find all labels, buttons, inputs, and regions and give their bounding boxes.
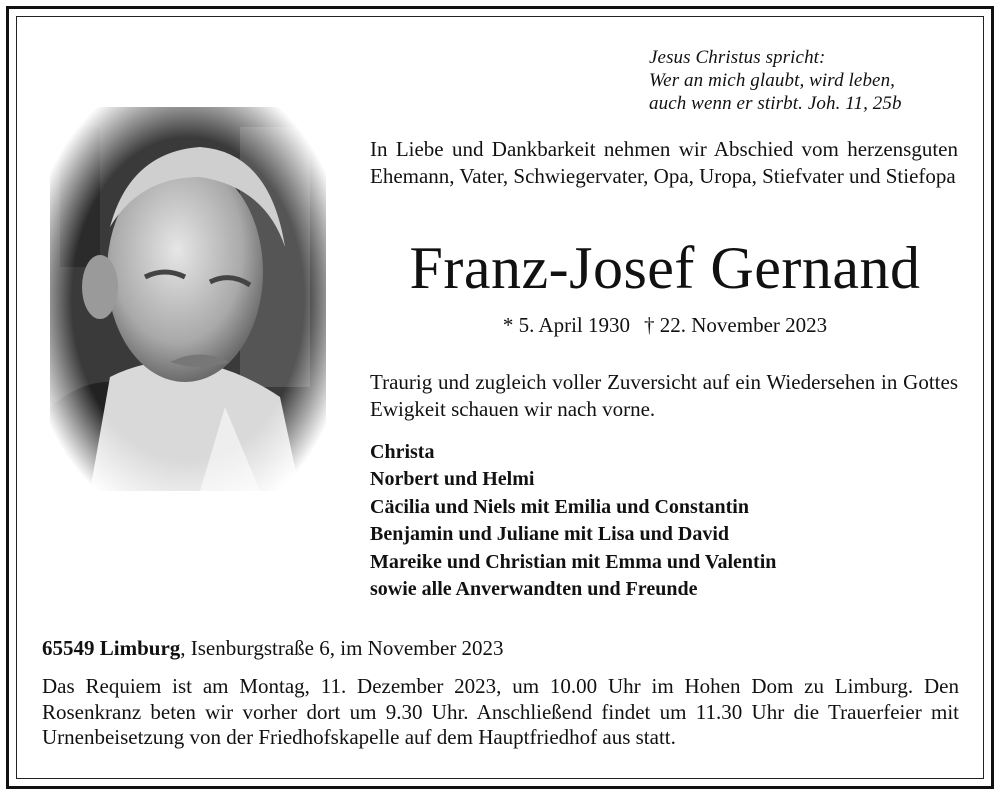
quote-line: auch wenn er stirbt. Joh. 11, 25b [649, 93, 902, 114]
family-list [370, 439, 970, 603]
life-dates [340, 311, 990, 339]
family-member: sowie alle Anverwandten und Freunde [370, 578, 698, 601]
birth-date: * 5. April 1930 [502, 313, 631, 337]
location-rest: , Isenburgstraße 6, im November 2023 [180, 636, 504, 660]
family-member: Christa [370, 441, 435, 463]
death-date: † 22. November 2023 [644, 313, 828, 337]
portrait-icon [50, 107, 326, 491]
family-member: Benjamin und Juliane mit Lisa und David [370, 523, 729, 546]
quote-line: Wer an mich glaubt, wird leben, [649, 70, 896, 91]
family-member: Cäcilia und Niels mit Emilia und Constantin [370, 495, 749, 518]
deceased-name: Franz-Josef Gernand [409, 235, 921, 301]
bible-quote [649, 46, 979, 115]
intro-text: In Liebe und Dankbarkeit nehmen wir Abschied vom herzensguten Ehemann, Vater, Schwiegervater, Opa, Uropa, Stiefvater und Stiefopa [370, 137, 958, 188]
location-place: 65549 Limburg [42, 636, 181, 660]
family-member: Norbert und Helmi [370, 468, 535, 491]
mourning-text: Traurig und zugleich voller Zuversicht auf ein Wiedersehen in Gottes Ewigkeit schauen wir nach vorne. [370, 370, 958, 421]
requiem-text: Das Requiem ist am Montag, 11. Dezember 2023, um 10.00 Uhr im Hohen Dom zu Limburg. Den Rosenkranz beten wir vorher dort um 9.30 Uhr. Anschließend findet um 11.30 Uhr die Trauerfeier mit Urnenbeisetzung von der Friedhofskapelle auf dem Hauptfriedhof aus statt. [42, 674, 959, 749]
portrait-photo [50, 107, 326, 491]
family-member: Mareike und Christian mit Emma und Valentin [370, 550, 777, 573]
quote-line: Jesus Christus spricht: [649, 47, 826, 68]
location-line [42, 634, 942, 662]
